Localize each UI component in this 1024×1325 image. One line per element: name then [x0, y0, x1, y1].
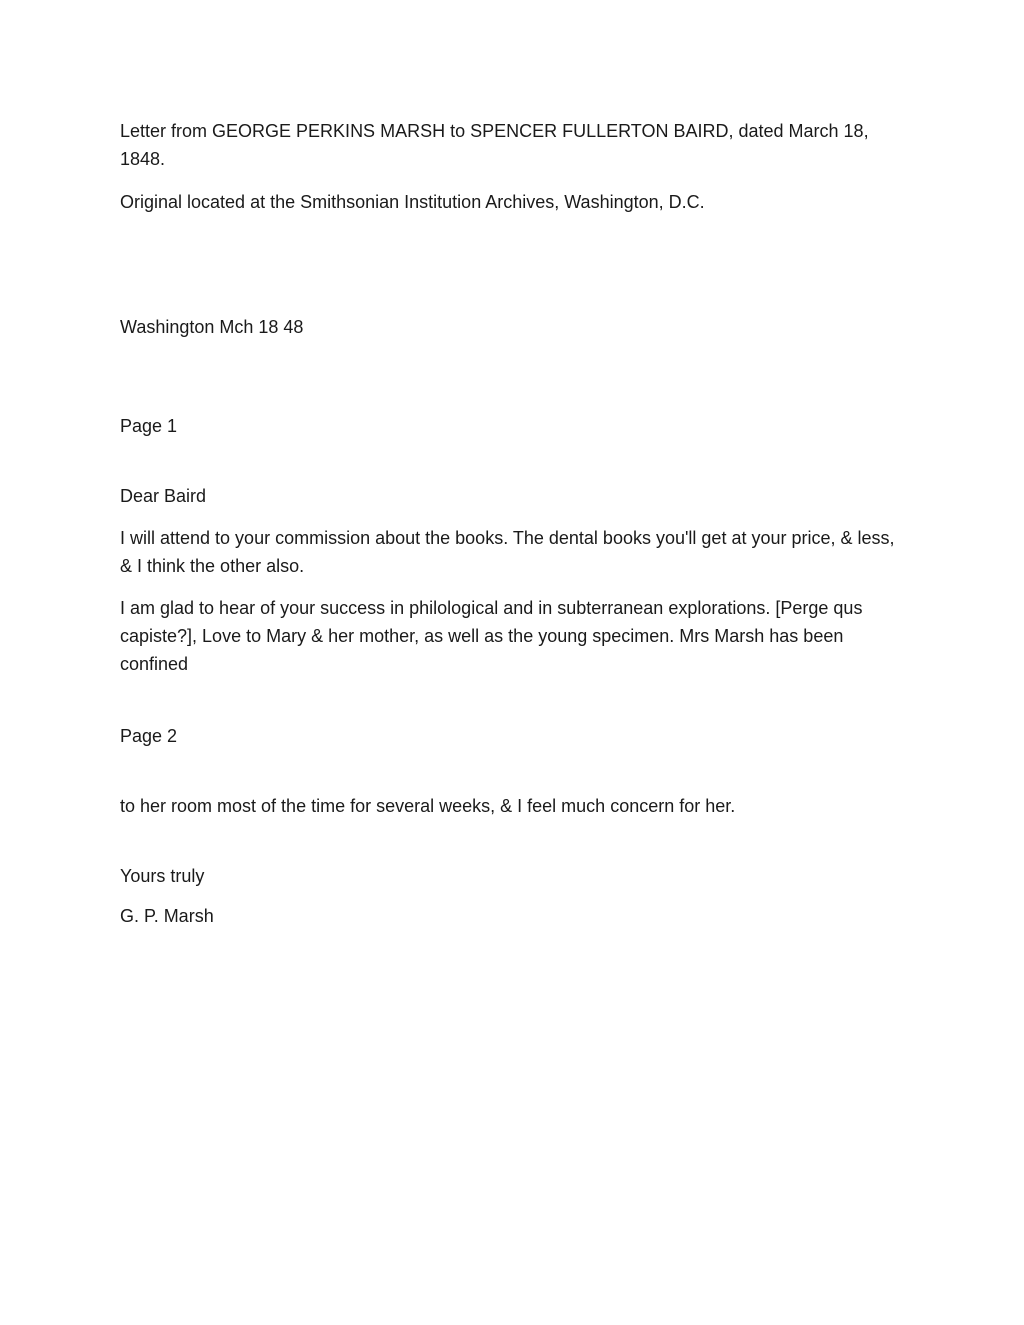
archive-source: Original located at the Smithsonian Institution Archives, Washington, D.C. [120, 192, 705, 212]
salutation: Dear Baird [120, 486, 207, 506]
paragraph-concern: to her room most of the time for several weeks, & I feel much concern for her. [120, 796, 736, 816]
dateline: Washington Mch 18 48 [120, 317, 304, 337]
paragraph-explorations: I am glad to hear of your success in philological and in subterranean explorations. [Perge qus capiste?], Love to Mary & her mother, as well as the young specimen. Mrs Marsh has been confined [120, 598, 863, 674]
closing: Yours truly [120, 866, 205, 886]
paragraph-books: I will attend to your commission about the books. The dental books you'll get at your price, & less, & I think the other also. [120, 528, 895, 576]
letter-title: Letter from GEORGE PERKINS MARSH to SPENCER FULLERTON BAIRD, dated March 18, 1848. [120, 121, 869, 169]
signature: G. P. Marsh [120, 906, 214, 926]
page-1-label: Page 1 [120, 416, 178, 436]
page-2-label: Page 2 [120, 726, 178, 746]
